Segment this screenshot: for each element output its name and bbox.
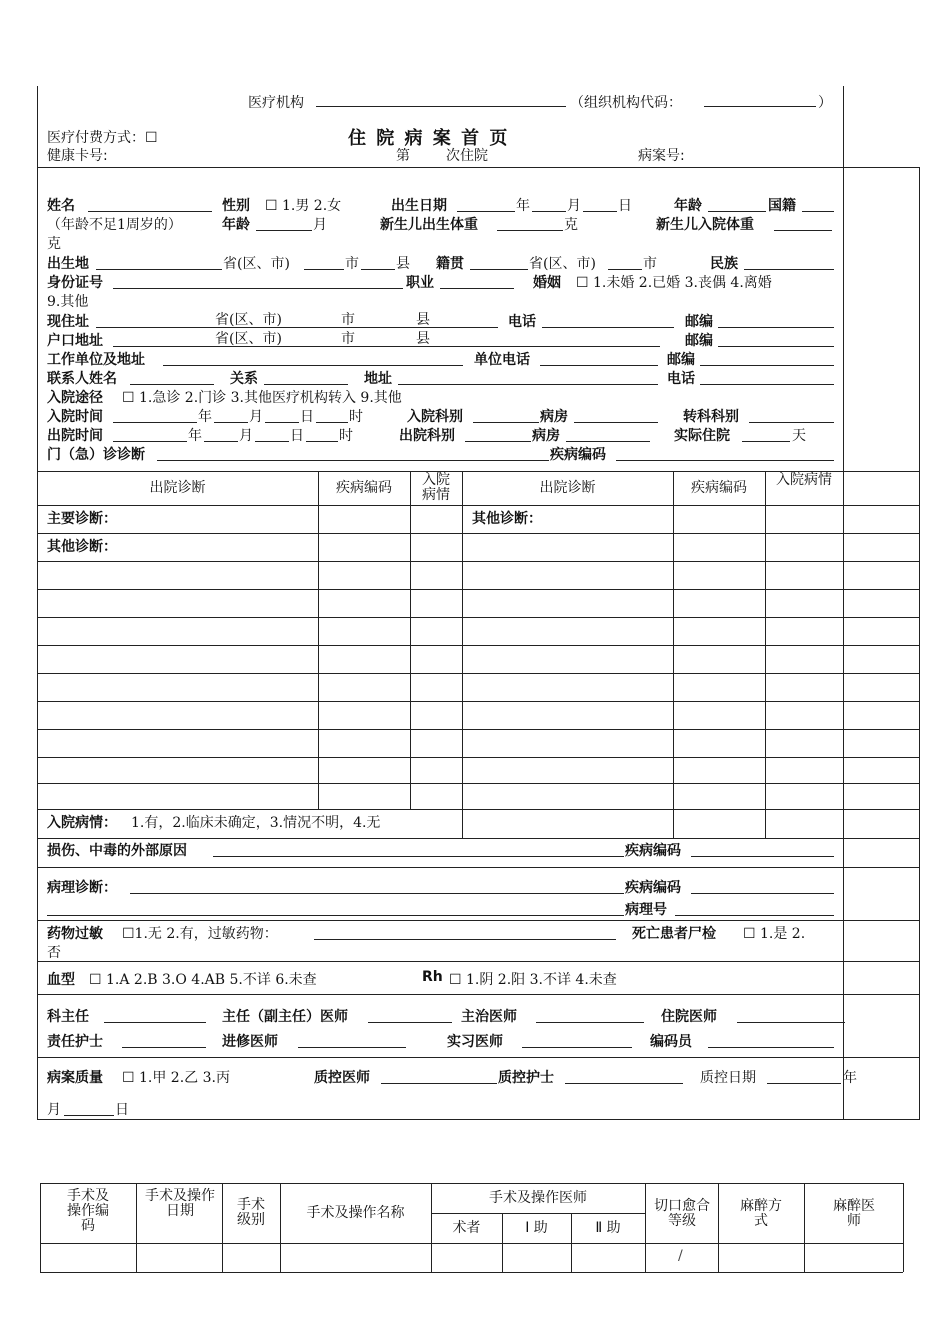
- hukou-county-unit: 县: [416, 331, 430, 347]
- zip-label: 邮编: [685, 314, 713, 330]
- infant-month-unit: 月: [313, 217, 327, 233]
- injury-cause-label: 损伤、中毒的外部原因: [47, 843, 187, 859]
- header-divider: [37, 167, 920, 168]
- drug-allergy-label: 药物过敏: [47, 926, 103, 942]
- qc-year-unit: 年: [843, 1070, 857, 1086]
- col-operator: 术者: [452, 1220, 481, 1236]
- contact-name-label: 联系人姓名: [47, 371, 117, 387]
- attending-physician-label: 主治医师: [461, 1009, 517, 1025]
- col-surgery-level: 手术级别: [237, 1197, 265, 1228]
- sex-options[interactable]: ☐ 1.男 2.女: [265, 198, 342, 214]
- occupation-label: 职业: [406, 275, 434, 291]
- autopsy-options[interactable]: ☐ 1.是 2.: [743, 926, 806, 942]
- col-anesthesiologist: 麻醉医师: [833, 1198, 875, 1229]
- frame-left: [37, 86, 38, 1120]
- qc-month-unit: 月: [47, 1102, 61, 1118]
- frame-right-outer: [919, 167, 920, 1120]
- drug-allergy-options[interactable]: ☐1.无 2.有，过敏药物：: [122, 926, 278, 942]
- gram-unit: 克: [564, 217, 578, 233]
- native-place-label: 籍贯: [436, 256, 464, 272]
- contact-phone-label: 电话: [667, 371, 695, 387]
- birth-year-unit: 年: [516, 198, 530, 214]
- current-city-unit: 市: [341, 312, 355, 328]
- hukou-address-label: 户口地址: [47, 333, 103, 349]
- discharge-time-label: 出院时间: [47, 428, 103, 444]
- name-label: 姓名: [47, 198, 75, 214]
- qc-physician-label: 质控医师: [314, 1070, 370, 1086]
- newborn-birth-weight-label: 新生儿出生体重: [380, 217, 478, 233]
- marriage-other: 9.其他: [47, 294, 89, 310]
- rh-label: Rh: [422, 969, 443, 985]
- injury-disease-code-label: 疾病编码: [625, 843, 681, 859]
- record-number-label: 病案号:: [638, 148, 685, 164]
- other-diagnosis-right-label: 其他诊断：: [472, 511, 542, 527]
- marriage-options[interactable]: ☐ 1.未婚 2.已婚 3.丧偶 4.离婚: [576, 275, 772, 291]
- col-healing-grade: 切口愈合等级: [654, 1198, 710, 1229]
- col-disease-code-left: 疾病编码: [336, 480, 392, 496]
- age-label: 年龄: [674, 198, 702, 214]
- col-surgery-name: 手术及操作名称: [306, 1205, 405, 1221]
- admit-route-label: 入院途径: [47, 390, 103, 406]
- discharge-month-unit: 月: [239, 428, 253, 444]
- col-admit-condition-left: 入院病情: [422, 472, 450, 503]
- qc-day-unit: 日: [115, 1102, 129, 1118]
- infant-note: （年龄不足1周岁的）: [47, 217, 182, 233]
- col-admit-condition-right: 入院病情: [776, 472, 832, 488]
- responsible-nurse-label: 责任护士: [47, 1034, 103, 1050]
- outpatient-diagnosis-label: 门（急）诊诊断: [47, 447, 145, 463]
- qc-date-label: 质控日期: [700, 1070, 756, 1086]
- resident-physician-label: 住院医师: [661, 1009, 717, 1025]
- ethnic-label: 民族: [710, 256, 738, 272]
- sex-label: 性别: [222, 198, 250, 214]
- admit-hour-unit: 时: [349, 409, 363, 425]
- admission-count-di: 第: [396, 148, 410, 164]
- record-quality-label: 病案质量: [47, 1070, 103, 1086]
- discharge-year-unit: 年: [188, 428, 202, 444]
- discharge-ward-label: 病房: [532, 428, 560, 444]
- admit-time-label: 入院时间: [47, 409, 103, 425]
- province-unit: 省(区、市): [223, 256, 290, 272]
- dept-director-label: 科主任: [47, 1009, 89, 1025]
- coder-label: 编码员: [650, 1034, 692, 1050]
- current-address-label: 现住址: [47, 314, 89, 330]
- main-diagnosis-label: 主要诊断：: [47, 511, 117, 527]
- intern-label: 实习医师: [447, 1034, 503, 1050]
- col-surgery-code: 手术及操作编码: [67, 1188, 109, 1234]
- unit-phone-label: 单位电话: [474, 352, 530, 368]
- page-title: 住 院 病 案 首 页: [348, 128, 510, 149]
- autopsy-no: 否: [47, 945, 61, 961]
- col-discharge-diag-right: 出院诊断: [539, 480, 596, 496]
- native-province-unit: 省(区、市): [529, 256, 596, 272]
- discharge-hour-unit: 时: [339, 428, 353, 444]
- discharge-dept-label: 出院科别: [399, 428, 455, 444]
- blood-type-label: 血型: [47, 972, 75, 988]
- admit-ward-label: 病房: [540, 409, 568, 425]
- col-discharge-diag-left: 出院诊断: [149, 480, 206, 496]
- qc-nurse-label: 质控护士: [498, 1070, 554, 1086]
- admit-day-unit: 日: [300, 409, 314, 425]
- current-county-unit: 县: [416, 312, 430, 328]
- col-surgery-date: 手术及操作日期: [145, 1188, 215, 1219]
- admit-year-unit: 年: [198, 409, 212, 425]
- birth-month-unit: 月: [567, 198, 581, 214]
- marriage-label: 婚姻: [533, 275, 561, 291]
- city-unit: 市: [345, 256, 359, 272]
- frame-right-inner: [843, 86, 844, 1120]
- relation-label: 关系: [230, 371, 258, 387]
- county-unit: 县: [396, 256, 410, 272]
- col-assistant-2: Ⅱ 助: [595, 1220, 621, 1236]
- healing-slash: /: [678, 1248, 683, 1264]
- org-code-label: （组织机构代码：: [570, 95, 682, 111]
- surgery-table-top: [40, 1183, 903, 1184]
- admit-route-options[interactable]: ☐ 1.急诊 2.门诊 3.其他医疗机构转入 9.其他: [122, 390, 402, 406]
- admission-count-ci: 次住院: [446, 148, 488, 164]
- gram-unit-2: 克: [47, 236, 61, 252]
- days-unit: 天: [792, 428, 806, 444]
- hukou-city-unit: 市: [341, 331, 355, 347]
- blood-type-options[interactable]: ☐ 1.A 2.B 3.O 4.AB 5.不详 6.未查: [89, 972, 317, 988]
- infant-age-label: 年龄: [222, 217, 250, 233]
- col-assistant-1: Ⅰ 助: [525, 1220, 548, 1236]
- record-quality-options[interactable]: ☐ 1.甲 2.乙 3.丙: [122, 1070, 230, 1086]
- rh-options[interactable]: ☐ 1.阴 2.阳 3.不详 4.未查: [449, 972, 617, 988]
- birthplace-label: 出生地: [47, 256, 89, 272]
- col-disease-code-right: 疾病编码: [691, 480, 747, 496]
- org-code-close: ）: [818, 95, 832, 111]
- transfer-dept-label: 转科科别: [683, 409, 739, 425]
- advanced-trainee-label: 进修医师: [222, 1034, 278, 1050]
- native-city-unit: 市: [643, 256, 657, 272]
- chief-physician-label: 主任（副主任）医师: [222, 1009, 348, 1025]
- col-surgery-doctors: 手术及操作医师: [489, 1190, 587, 1206]
- frame-bottom: [37, 1119, 920, 1120]
- outpatient-disease-code-label: 疾病编码: [550, 447, 606, 463]
- other-diagnosis-left-label: 其他诊断：: [47, 539, 117, 555]
- pathology-diagnosis-label: 病理诊断：: [47, 880, 117, 896]
- autopsy-label: 死亡患者尸检: [632, 926, 716, 942]
- hukou-province-unit: 省(区、市): [215, 331, 282, 347]
- admit-condition-legend: 1.有，2.临床未确定，3.情况不明，4.无: [131, 815, 381, 831]
- col-anesthesia-method: 麻醉方式: [740, 1198, 782, 1229]
- nationality-label: 国籍: [768, 198, 796, 214]
- zip-label-3: 邮编: [667, 352, 695, 368]
- pathology-disease-code-label: 疾病编码: [625, 880, 681, 896]
- pathology-number-label: 病理号: [625, 902, 667, 918]
- phone-label: 电话: [508, 314, 536, 330]
- newborn-admit-weight-label: 新生儿入院体重: [656, 217, 754, 233]
- payment-method: 医疗付费方式：☐: [47, 130, 158, 146]
- admit-condition-legend-label: 入院病情：: [47, 815, 117, 831]
- id-number-label: 身份证号: [47, 275, 103, 291]
- admit-dept-label: 入院科别: [407, 409, 463, 425]
- health-card-label: 健康卡号:: [47, 148, 108, 164]
- birth-day-unit: 日: [618, 198, 632, 214]
- zip-label-2: 邮编: [685, 333, 713, 349]
- birth-date-label: 出生日期: [391, 198, 447, 214]
- current-province-unit: 省(区、市): [215, 312, 282, 328]
- admit-month-unit: 月: [249, 409, 263, 425]
- work-unit-label: 工作单位及地址: [47, 352, 145, 368]
- discharge-day-unit: 日: [290, 428, 304, 444]
- institution-label: 医疗机构: [248, 95, 304, 111]
- contact-address-label: 地址: [364, 371, 392, 387]
- actual-stay-label: 实际住院: [674, 428, 730, 444]
